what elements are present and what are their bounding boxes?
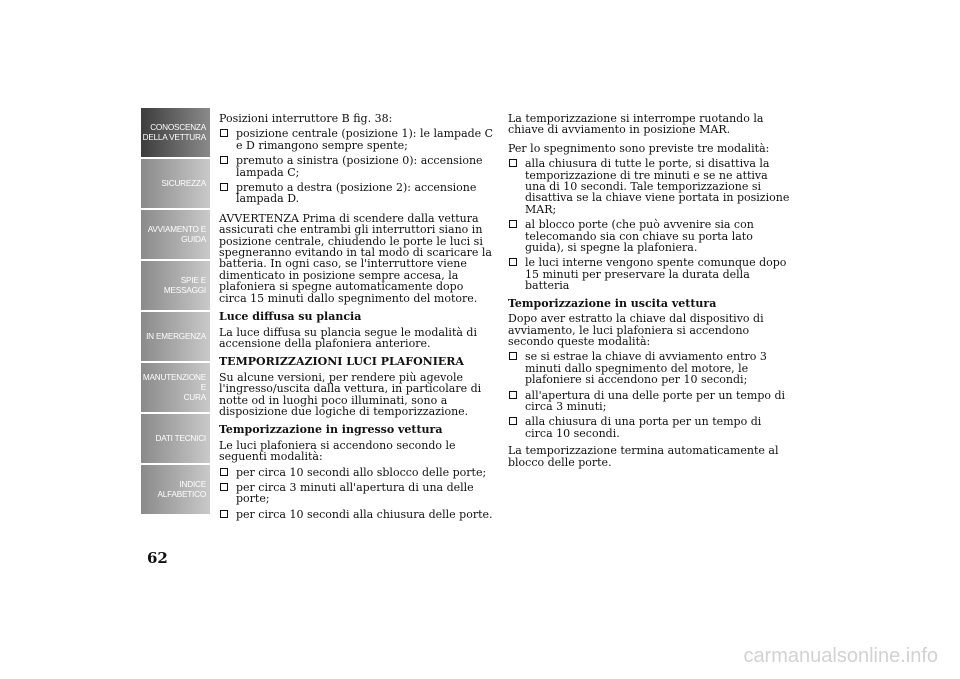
list-item: se si estrae la chiave di avviamento entro 3 minuti dallo spegnimento del motore, le plafoniere si accendono per 10 secondi; [508,351,790,385]
paragraph: La luce diffusa su plancia segue le modalità di accensione della plafoniera anteriore. [219,325,477,350]
paragraph: Dopo aver estratto la chiave dal dispositivo di avviamento, le luci plafoniera si accendono secondo queste modalità: [508,312,764,348]
section-heading: Temporizzazione in uscita vettura [508,296,717,310]
checkbox-bullet-icon [220,468,228,476]
checkbox-bullet-icon [509,417,517,425]
section-heading: TEMPORIZZAZIONI LUCI PLAFONIERA [219,355,464,369]
section-sidebar [141,108,210,516]
checkbox-bullet-icon [509,159,517,167]
tab-avviamento[interactable]: AVVIAMENTO E GUIDA [141,210,210,261]
list-item: per circa 10 secondi alla chiusura delle porte. [219,509,494,520]
watermark-footer: carmanualsonline.info [743,645,938,667]
paragraph: La temporizzazione termina automaticamente al blocco delle porte. [508,444,779,469]
tab-conoscenza[interactable]: CONOSCENZA DELLA VETTURA [141,108,210,159]
paragraph: Per lo spegnimento sono previste tre modalità: [508,141,770,155]
list-item: all'apertura di una delle porte per un tempo di circa 3 minuti; [508,390,790,413]
checkbox-bullet-icon [220,183,228,191]
checkbox-bullet-icon [509,391,517,399]
list-item: alla chiusura di una porta per un tempo di circa 10 secondi. [508,416,790,439]
list-item: premuto a destra (posizione 2): accensione lampada D. [219,182,494,205]
tab-spie[interactable]: SPIE E MESSAGGI [141,261,210,312]
list-item: alla chiusura di tutte le porte, si disattiva la temporizzazione di tre minuti e se ne attiva una di 10 secondi. Tale temporizzazione si disattiva se la chiave viene portata in posizione MAR; [508,158,790,215]
checkbox-bullet-icon [220,510,228,518]
paragraph: Su alcune versioni, per rendere più agevole l'ingresso/uscita dalla vettura, in particolare di notte od in luoghi poco illuminati, sono a disposizione due logiche di temporizzazione. [219,370,482,418]
section-heading: Temporizzazione in ingresso vettura [219,423,443,437]
checkbox-bullet-icon [220,156,228,164]
list-item: le luci interne vengono spente comunque dopo 15 minuti per preservare la durata della batteria [508,257,790,291]
checkbox-bullet-icon [509,220,517,228]
right-column [508,113,790,475]
checkbox-bullet-icon [220,129,228,137]
page-number: 62 [147,549,168,567]
tab-indice[interactable]: INDICE ALFABETICO [141,465,210,516]
tab-sicurezza[interactable]: SICUREZZA [141,159,210,210]
list-item: al blocco porte (che può avvenire sia con telecomando sia con chiave su porta lato guida), si spegne la plafoniera. [508,219,790,253]
paragraph: Le luci plafoniera si accendono secondo le seguenti modalità: [219,438,456,464]
warning-text: AVVERTENZA Prima di scendere dalla vettura assicurati che entrambi gli interruttori siano in posizione centrale, chiudendo le porte le luci si spegneranno evitando in tal modo di scaricare la batteria. In ogni caso, se l'interruttore viene dimenticato in posizione sempre accesa, la plafoniera si spegne automaticamente dopo circa 15 minuti dallo spegnimento del motore. [219,211,492,305]
tab-dati-tecnici[interactable]: DATI TECNICI [141,414,210,465]
list-item: per circa 10 secondi allo sblocco delle porte; [219,467,494,478]
checkbox-bullet-icon [220,483,228,491]
list-item: per circa 3 minuti all'apertura di una delle porte; [219,482,494,505]
left-column [219,113,494,524]
paragraph: La temporizzazione si interrompe ruotando la chiave di avviamento in posizione MAR. [508,112,764,137]
list-item: posizione centrale (posizione 1): le lampade C e D rimangono sempre spente; [219,128,494,151]
tab-emergenza[interactable]: IN EMERGENZA [141,312,210,363]
list-item: premuto a sinistra (posizione 0): accensione lampada C; [219,155,494,178]
intro-text: Posizioni interruttore B fig. 38: [219,112,393,125]
tab-manutenzione[interactable]: MANUTENZIONE E CURA [141,363,210,414]
checkbox-bullet-icon [509,352,517,360]
section-heading: Luce diffusa su plancia [219,310,362,324]
checkbox-bullet-icon [509,258,517,266]
